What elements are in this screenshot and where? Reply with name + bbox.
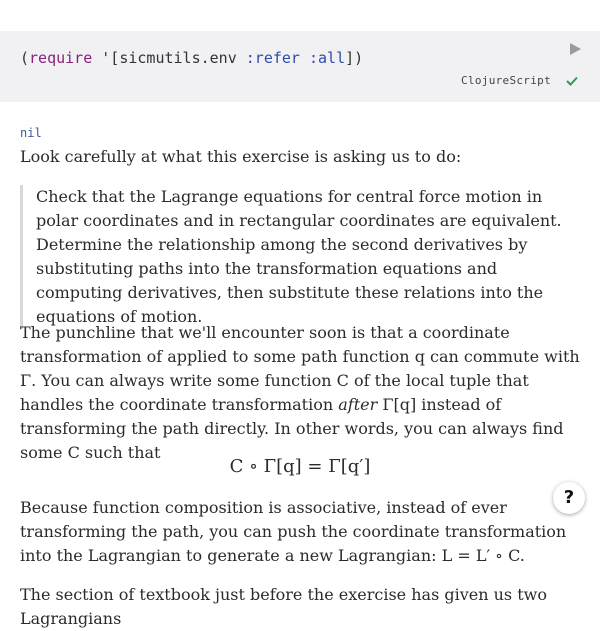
help-button[interactable]: ? xyxy=(553,482,585,514)
code-fn-require: require xyxy=(29,49,93,67)
text: instead of transforming the path directly. In other words, you can always find some xyxy=(20,395,564,462)
text: The punchline that we'll encounter soon is that a coordinate transformation of applied to some path function xyxy=(20,323,510,366)
text: Because function composition is associative, instead of ever transforming the path, you can push the coordinate transformation into the Lagrangian to generate a new Lagrangian: xyxy=(20,498,567,565)
exercise-quote: Check that the Lagrange equations for central force motion in polar coordinates and in rectangular coordinates are equivalent. Determine the relationship among the second derivatives by substituting paths into the transformation equations and computing derivatives, then substitute these relations into the equations of motion. xyxy=(20,185,576,329)
code-space xyxy=(300,49,309,67)
paragraph-punchline xyxy=(20,321,580,465)
code-keyword-all: :all xyxy=(309,49,346,67)
math-gamma-q: Γ[q] xyxy=(382,395,417,414)
check-icon xyxy=(566,76,578,86)
math-c: C xyxy=(336,371,349,390)
paragraph-intro: Look carefully at what this exercise is asking us to do: xyxy=(20,147,462,166)
language-label: ClojureScript xyxy=(461,74,551,87)
play-icon[interactable] xyxy=(568,42,582,56)
math-c: C xyxy=(67,443,80,462)
cell-output: nil xyxy=(20,126,42,140)
paragraph-associative xyxy=(20,496,580,568)
emphasis-after: after xyxy=(338,395,378,414)
text: can commute with xyxy=(424,347,580,366)
paragraph-section: The section of textbook just before the exercise has given us two Lagrangians xyxy=(20,585,547,628)
text: such that xyxy=(79,443,161,462)
math-q: q xyxy=(414,347,425,366)
code-keyword-refer: :refer xyxy=(245,49,300,67)
text: of the local tuple that handles the coordinate transformation xyxy=(20,371,529,414)
display-equation: C ∘ Γ[q] = Γ[q′] xyxy=(229,456,371,477)
math-gamma: Γ xyxy=(20,371,32,390)
code-cell[interactable] xyxy=(0,31,600,102)
text: . You can always write some function xyxy=(31,371,337,390)
math-lagrangian-eq: L = L′ ∘ C xyxy=(441,546,520,565)
code-line[interactable] xyxy=(20,49,363,67)
text: . xyxy=(519,546,525,565)
code-close: ]) xyxy=(345,49,364,67)
code-namespace: sicmutils.env xyxy=(119,49,246,67)
code-paren: ( xyxy=(20,49,30,67)
code-quote: '[ xyxy=(92,49,120,67)
